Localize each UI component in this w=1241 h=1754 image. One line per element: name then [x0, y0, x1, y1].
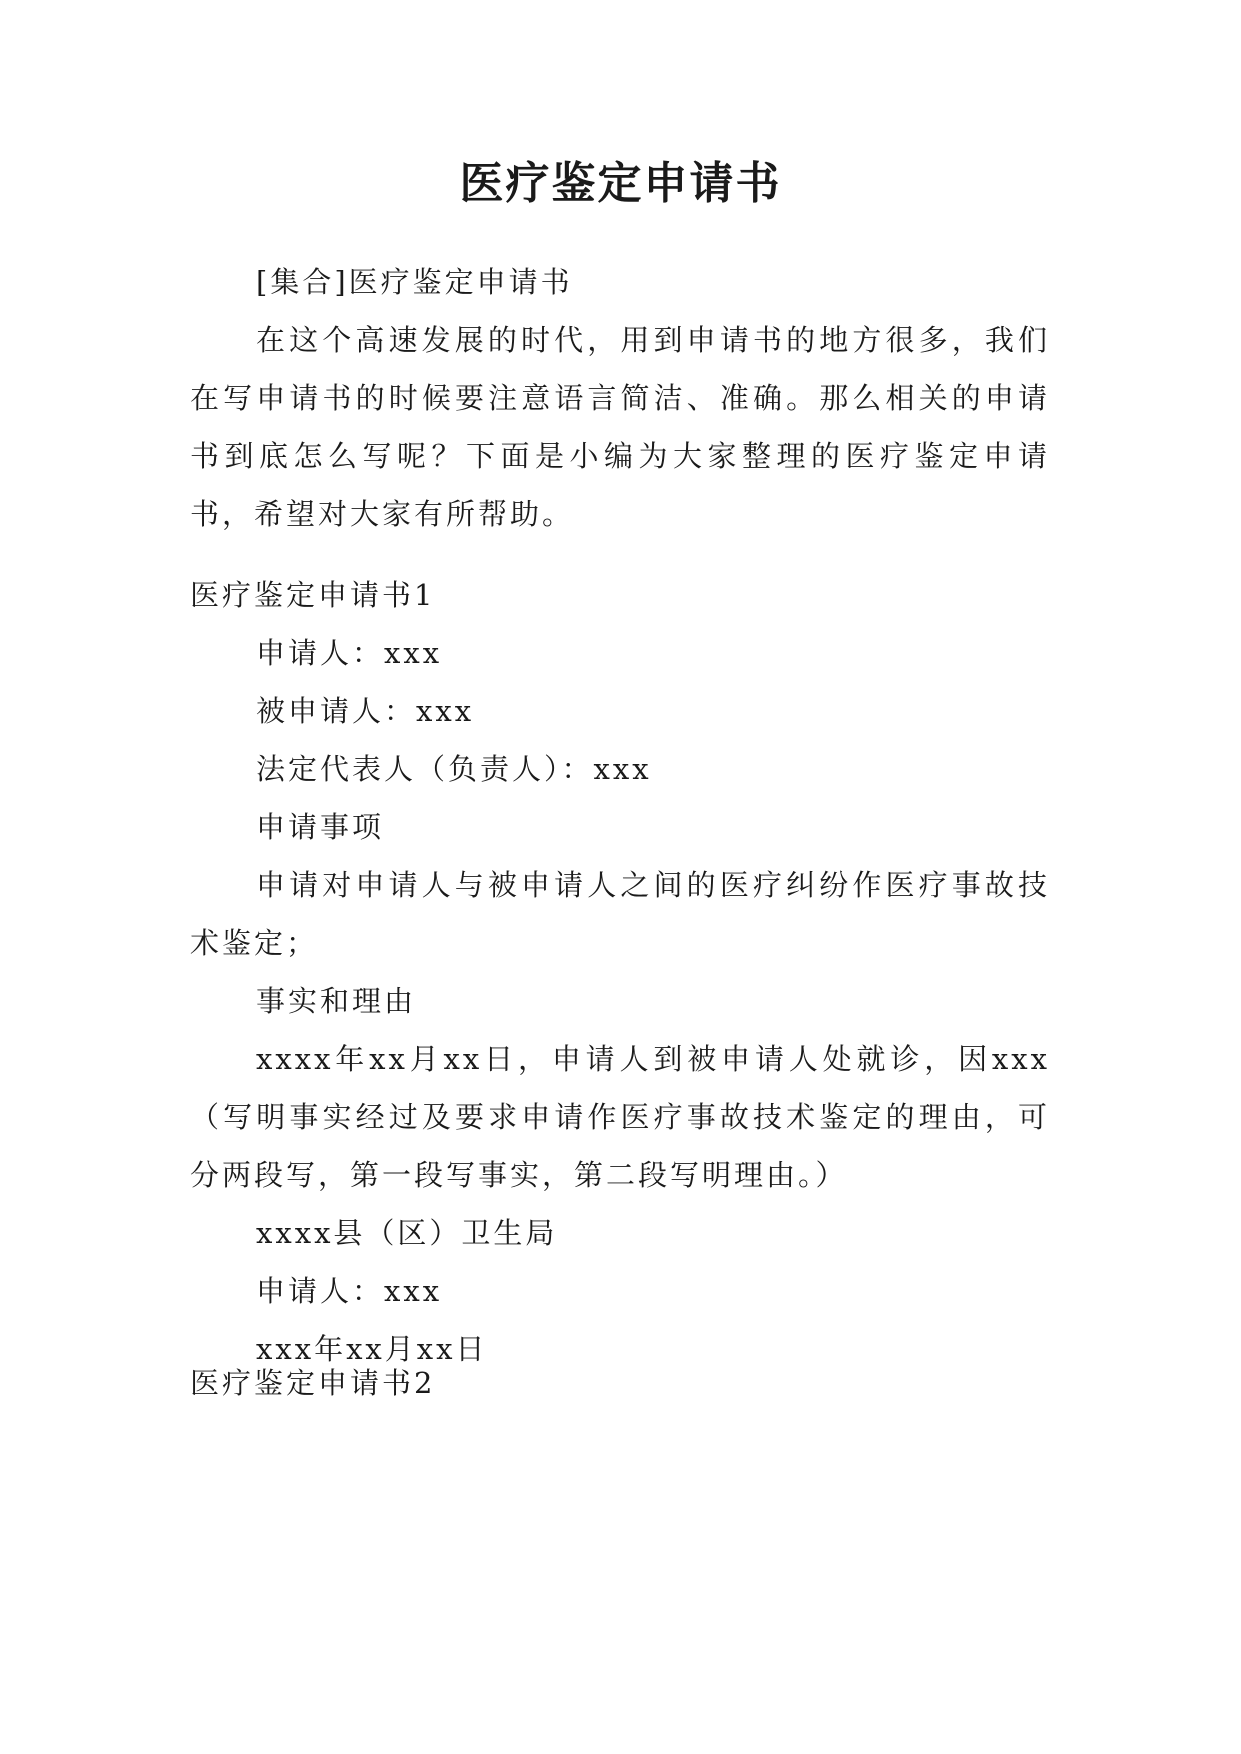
- respondent-line: 被申请人：xxx: [256, 694, 475, 728]
- document-title: 医疗鉴定申请书: [459, 158, 782, 209]
- matters-text: 申请对申请人与被申请人之间的医疗纠纷作医疗事故技术鉴定；: [190, 868, 1050, 960]
- intro-heading: [集合]医疗鉴定申请书: [256, 265, 573, 299]
- intro-heading-block: [190, 253, 1050, 311]
- intro-paragraph: 在这个高速发展的时代，用到申请书的地方很多，我们在写申请书的时候要注意语言简洁、准确。那么相关的申请书到底怎么写呢？下面是小编为大家整理的医疗鉴定申请书，希望对大家有所帮助。: [190, 323, 1050, 531]
- section1-block: [190, 566, 1050, 1378]
- recipient-line: xxxx县（区）卫生局: [256, 1216, 558, 1250]
- intro-paragraph-block: [190, 311, 1050, 543]
- section2-heading: 医疗鉴定申请书2: [190, 1366, 436, 1400]
- date-line: xxx年xx月xx日: [256, 1332, 488, 1366]
- legal-representative-line: 法定代表人（负责人）：xxx: [256, 752, 652, 786]
- applicant-line: 申请人：xxx: [256, 636, 443, 670]
- section2-block: [190, 1354, 1050, 1412]
- section1-heading: 医疗鉴定申请书1: [190, 578, 436, 612]
- facts-text: xxxx年xx月xx日，申请人到被申请人处就诊，因xxx（写明事实经过及要求申请作医疗事故技术鉴定的理由，可分两段写，第一段写事实，第二段写明理由。）: [190, 1042, 1050, 1192]
- matters-heading: 申请事项: [256, 810, 385, 844]
- facts-heading: 事实和理由: [256, 984, 417, 1018]
- signature-line: 申请人：xxx: [256, 1274, 443, 1308]
